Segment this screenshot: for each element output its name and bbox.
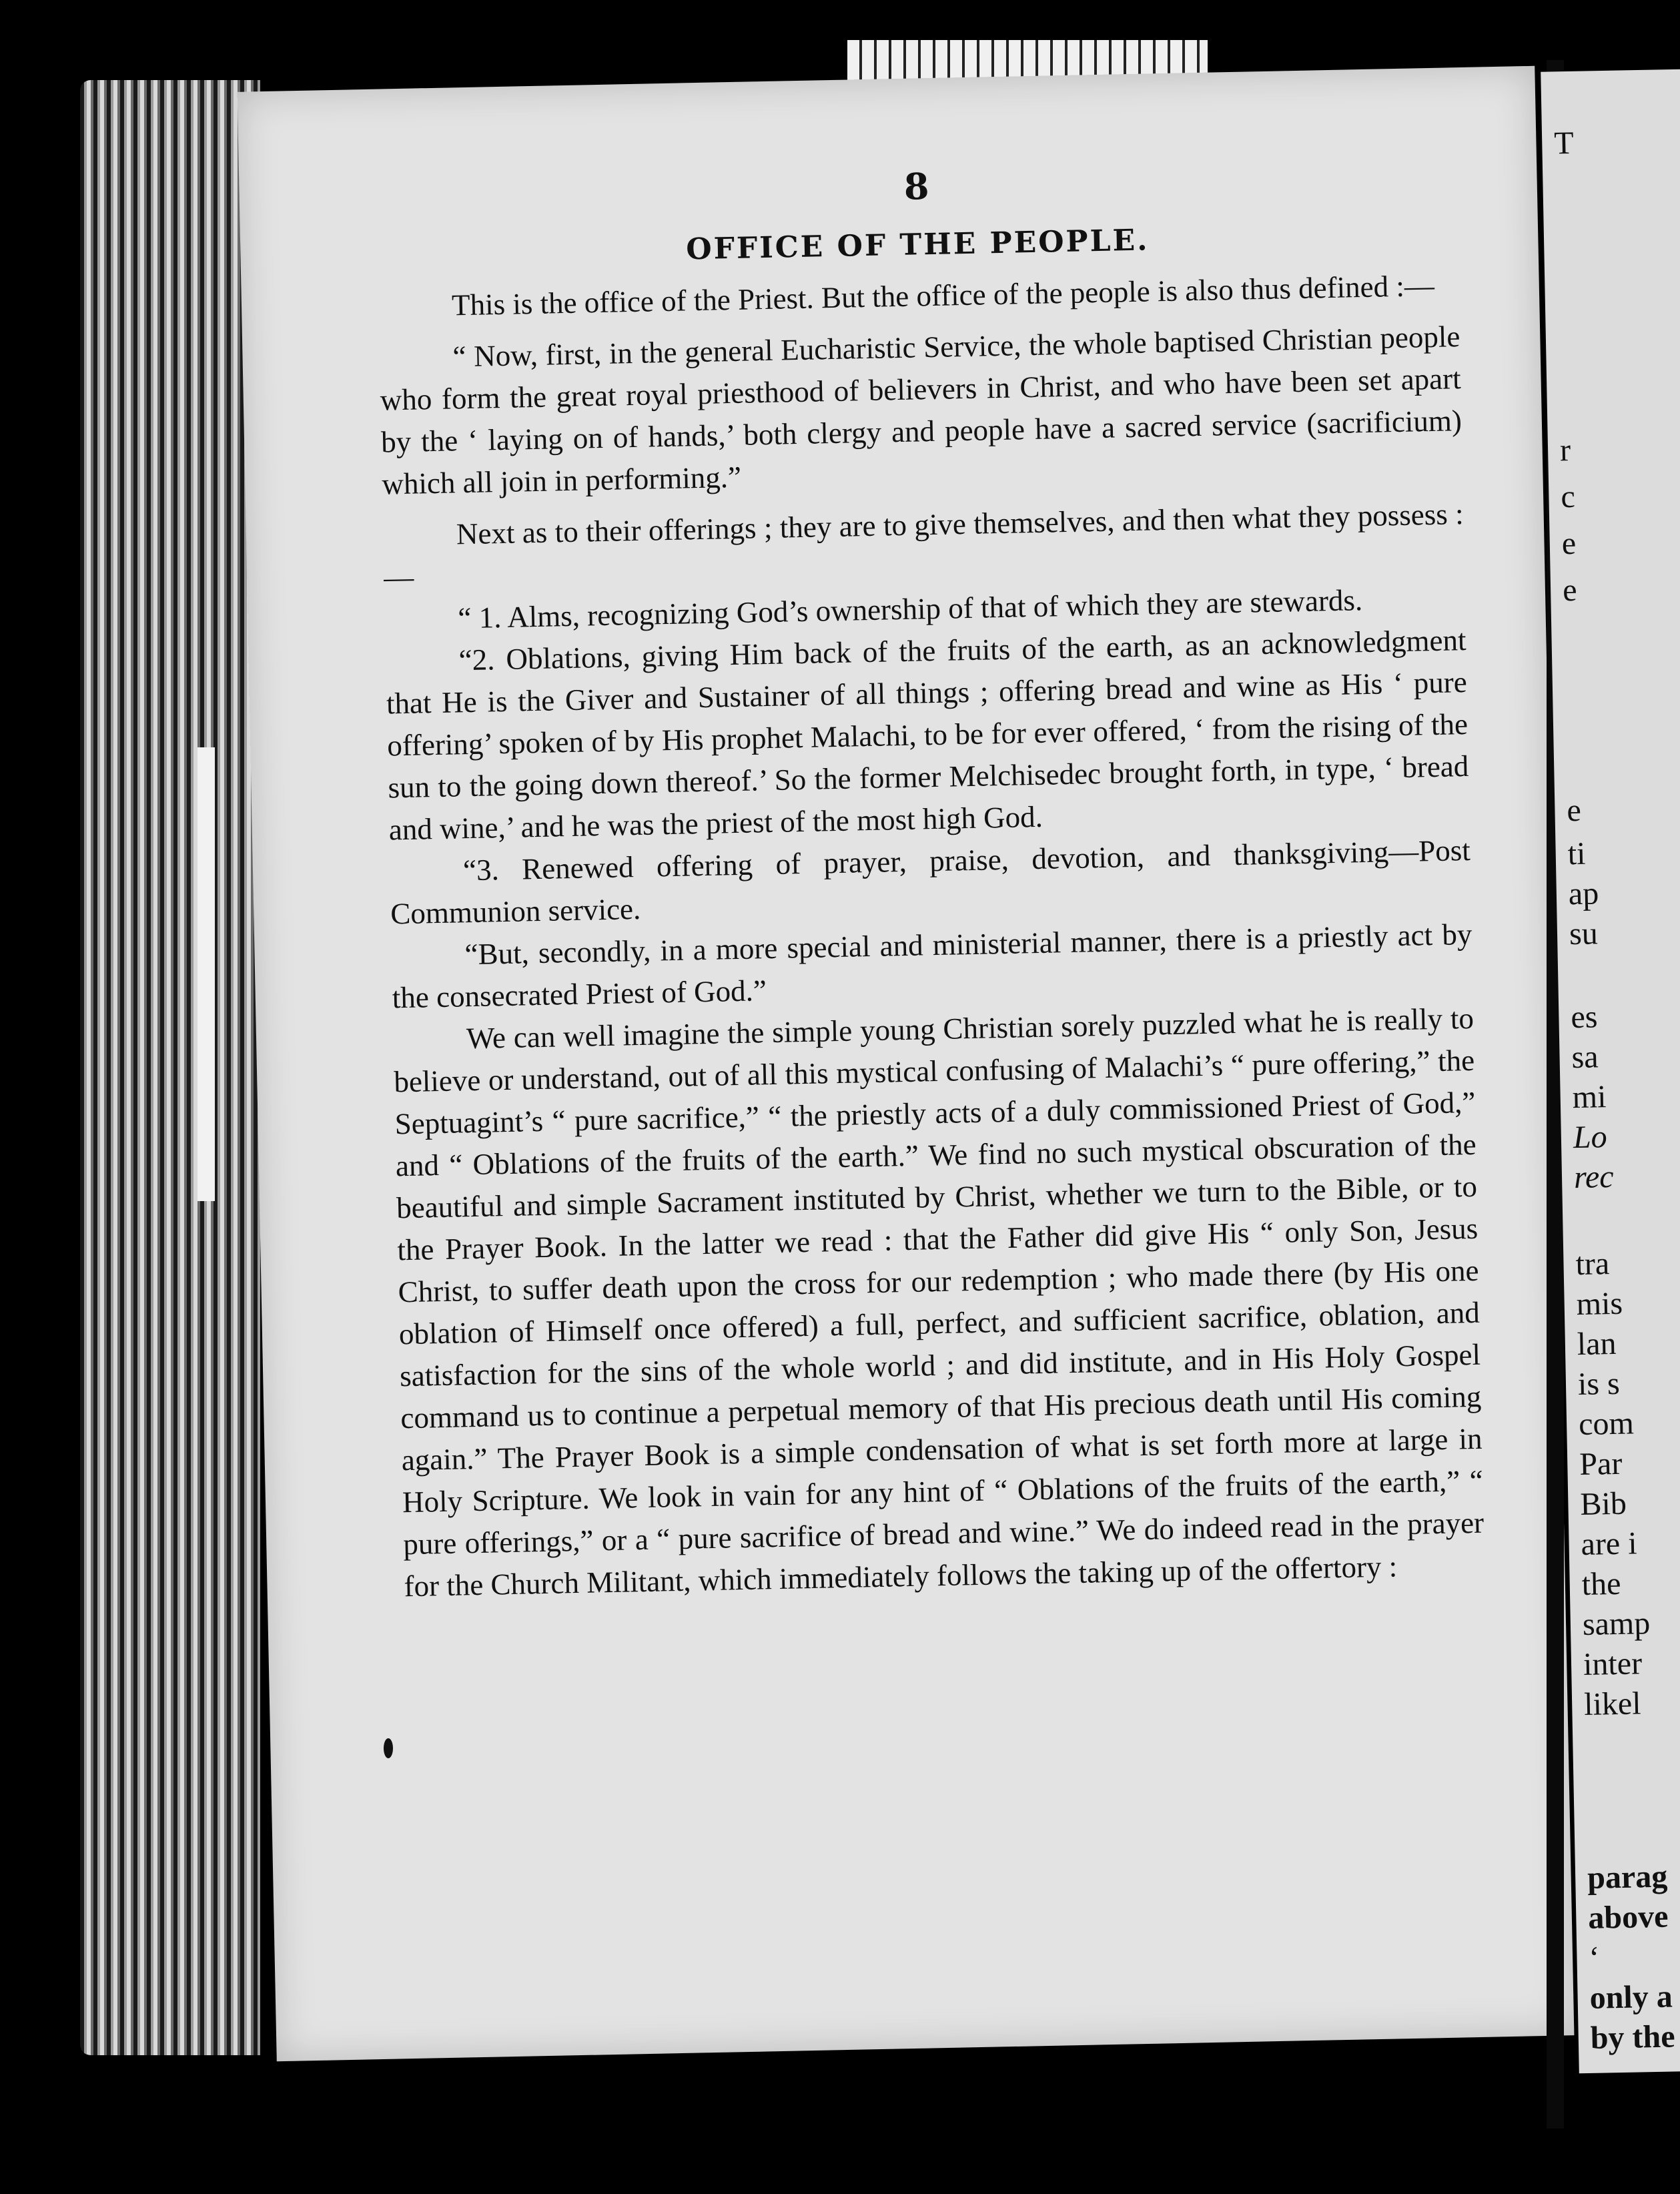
facing-text-fragment: ti — [1567, 835, 1586, 872]
book-leaf-tab — [197, 747, 215, 1201]
facing-text-fragment: inter — [1583, 1646, 1643, 1682]
left-page — [238, 66, 1575, 2061]
facing-text-fragment: parag — [1587, 1858, 1668, 1896]
facing-text-fragment: com — [1578, 1405, 1635, 1443]
facing-text-fragment: T — [1553, 125, 1575, 161]
paragraph: Next as to their offerings ; they are to give themselves, and then what they possess :— — [383, 497, 1464, 595]
page-content — [376, 154, 1485, 1607]
facing-text-fragment: mis — [1576, 1285, 1623, 1323]
facing-text-fragment: Lo — [1573, 1119, 1608, 1156]
facing-text-fragment: the — [1581, 1565, 1621, 1603]
paragraph: We can well imagine the simple young Christian sorely puzzled what he is really to believe or understand, out of all this mystical confusing of Malachi’s “ pure offering,” the Septuagint’s “ pure sacrifice,” “ the priestly acts of a duly commissioned Priest of God,” and “ Oblations of the fruits of the earth.” We find no such mystical obscuration of the beautiful and simple Sacrament instituted by Christ, whether we turn to the Bible, or to the Prayer Book. In the latter we read : that the Father did give His “ only Son, Jesus Christ, to suffer death upon the cross for our redemption ; who made there (by His one oblation of Himself once offered) a full, perfect, and sufficient sacrifice, oblation, and satisfaction for the sins of the whole world ; and did institute, and in His Holy Gospel command us to continue a perpetual memory of that His precious death until His coming again.” The Prayer Book is a simple condensation of what is set forth more at large in Holy Scripture. We look in vain for any hint of “ Oblations of the fruits of the earth,” “ pure offerings,” or a “ pure sacrifice of bread and wine.” We do indeed read in the prayer for the Church Militant, which immediately follows the taking up of the offertory : — [393, 1001, 1485, 1603]
facing-text-fragment: e — [1562, 572, 1577, 609]
facing-text-fragment: rec — [1573, 1158, 1615, 1196]
paragraph: “ Now, first, in the general Eucharistic Service, the whole baptised Christian people who form the great royal priesthood of believers in Christ, and who have been set apart by the ‘ laying on of hands,’ both clergy and people have a sacred service (sacrificium) which all join in performing.” — [380, 320, 1462, 501]
facing-text-fragment: by the — [1590, 2019, 1675, 2056]
facing-text-fragment: Par — [1579, 1445, 1623, 1483]
facing-text-fragment: samp — [1582, 1605, 1651, 1642]
facing-text-fragment: Bib — [1579, 1485, 1627, 1523]
paragraph: “2. Oblations, giving Him back of the fruits of the earth, as an acknowledgment that He is the Giver and Sustainer of all things ; offering bread and wine as His ‘ pure offering’ spoken of by His prophet Malachi, to be for ever offered, ‘ from the rising of the sun to the going down thereof.’ So the former Melchisedec brought forth, in type, ‘ bread and wine,’ and he was the priest of the most high God. — [386, 623, 1469, 847]
facing-text-fragment: likel — [1583, 1686, 1642, 1722]
paragraph: This is the office of the Priest. But the office of the people is also thus defined :— — [451, 268, 1435, 322]
facing-text-fragment: mi — [1572, 1079, 1607, 1116]
facing-text-fragment: tra — [1575, 1246, 1610, 1283]
facing-text-fragment: only a — [1589, 1978, 1673, 2016]
facing-text-fragment: sa — [1571, 1039, 1599, 1076]
paragraph: “ 1. Alms, recognizing God’s ownership of that of which they are stewards. — [457, 583, 1363, 635]
facing-text-fragment: r — [1559, 432, 1571, 468]
facing-text-fragment: su — [1569, 916, 1599, 952]
facing-text-fragment: lan — [1577, 1325, 1617, 1363]
book-page-edges — [80, 80, 260, 2055]
paragraph: “But, secondly, in a more special and ministerial manner, there is a priestly act by the consecrated Priest of God.” — [392, 917, 1473, 1015]
facing-text-fragment: is s — [1577, 1365, 1621, 1403]
ink-blot — [384, 1738, 393, 1758]
facing-text-fragment: es — [1570, 999, 1598, 1036]
facing-text-fragment: ap — [1568, 875, 1599, 912]
facing-text-fragment: are i — [1581, 1525, 1638, 1563]
page-number: 8 — [903, 165, 930, 208]
facing-text-fragment: e — [1561, 525, 1577, 562]
facing-text-fragment: ‘ — [1588, 1940, 1600, 1976]
section-title: OFFICE OF THE PEOPLE. — [685, 223, 1150, 267]
facing-text-fragment: e — [1566, 792, 1582, 829]
paragraph: “3. Renewed offering of prayer, praise, devotion, and thanksgiving—Post Communion service. — [390, 833, 1471, 931]
facing-text-fragment: c — [1560, 478, 1576, 515]
facing-text-fragment: above — [1587, 1898, 1669, 1936]
